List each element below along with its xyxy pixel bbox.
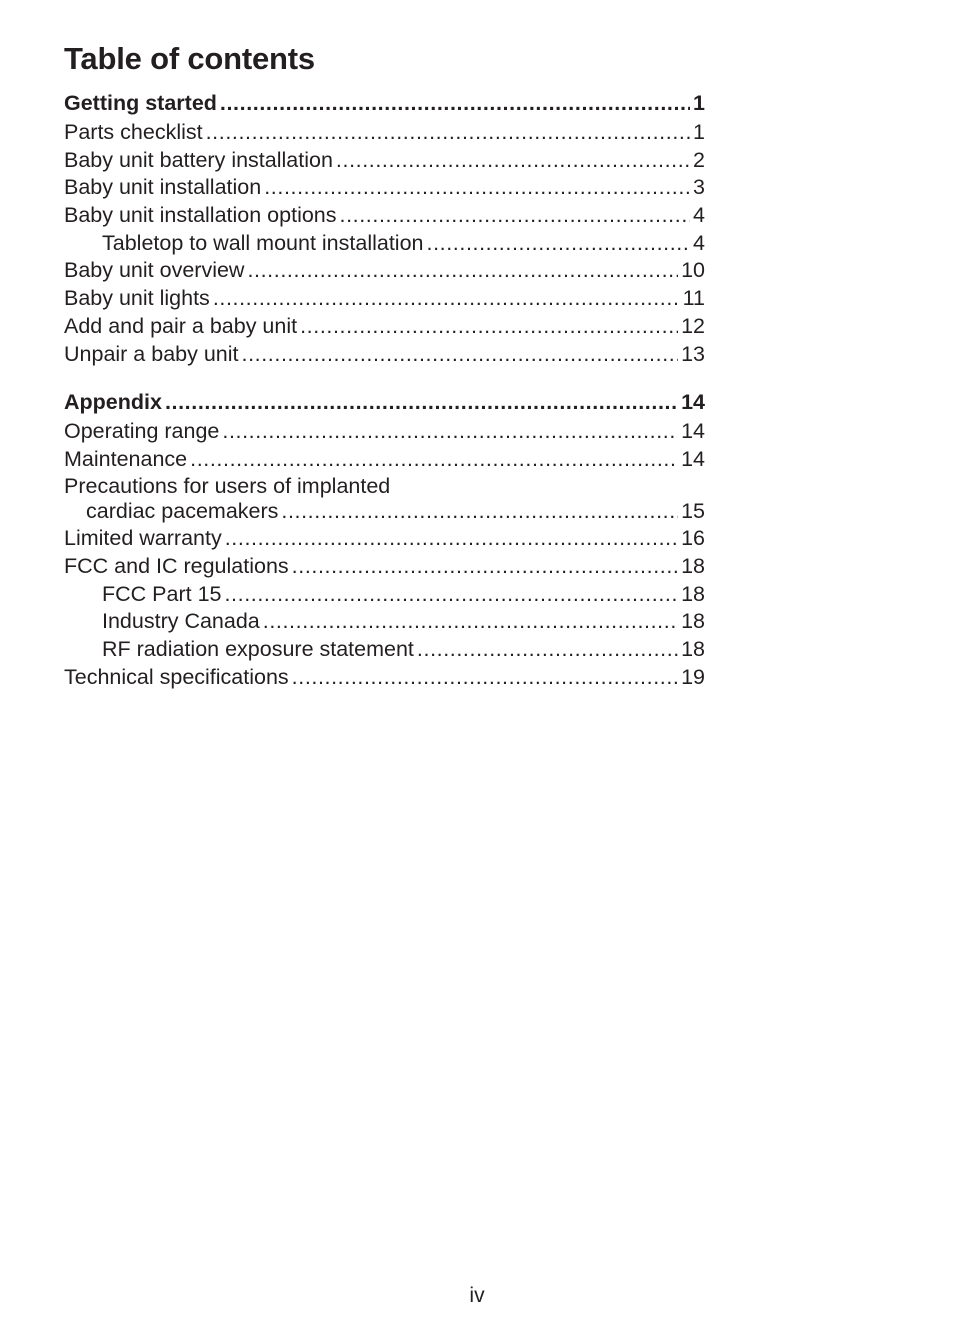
table-of-contents [64,88,705,691]
toc-entry-label: Technical specifications [64,664,289,689]
toc-entry-battery-installation[interactable] [64,147,705,175]
dot-leader [263,608,678,636]
dot-leader [340,202,691,230]
toc-page-number: 14 [681,419,705,444]
dot-leader [165,387,678,417]
toc-entry-label: FCC Part 15 [102,581,222,606]
toc-page-number: 15 [681,498,705,523]
dot-leader [336,147,690,175]
toc-entry-technical-specifications[interactable] [64,664,705,692]
toc-section-label: Appendix [64,390,162,415]
toc-page-number: 14 [681,390,705,415]
toc-page-number: 4 [693,203,705,228]
dot-leader [427,230,691,258]
dot-leader [220,88,690,118]
toc-entry-unpair-baby-unit[interactable] [64,341,705,369]
dot-leader [213,285,680,313]
toc-entry-label: Limited warranty [64,526,222,551]
toc-page-number: 10 [681,258,705,283]
toc-entry-baby-unit-overview[interactable] [64,257,705,285]
dot-leader [225,525,678,553]
toc-entry-baby-unit-lights[interactable] [64,285,705,313]
toc-entry-label: Unpair a baby unit [64,341,239,366]
toc-page-number: 18 [681,581,705,606]
dot-leader [300,313,678,341]
toc-entry-label: Operating range [64,419,220,444]
dot-leader [281,498,678,526]
toc-section-getting-started[interactable] [64,88,705,118]
toc-page-number: 4 [693,230,705,255]
toc-entry-fcc-part-15[interactable] [64,581,705,609]
toc-entry-tabletop-wall-mount[interactable] [64,230,705,258]
dot-leader [242,341,679,369]
toc-entry-label: Parts checklist [64,120,203,144]
toc-entry-installation-options[interactable] [64,202,705,230]
toc-page-number: 18 [681,609,705,634]
dot-leader [292,553,678,581]
toc-page-number: 14 [681,446,705,471]
toc-page-number: 11 [682,286,705,311]
toc-page-number: 2 [693,147,705,172]
toc-entry-pacemaker-precautions-line1[interactable] [64,474,705,498]
toc-entry-limited-warranty[interactable] [64,525,705,553]
toc-entry-label: Baby unit battery installation [64,147,333,172]
toc-entry-parts-checklist[interactable] [64,119,705,147]
dot-leader [417,636,678,664]
toc-page-number: 18 [681,553,705,578]
toc-section-appendix[interactable] [64,387,705,417]
toc-entry-label: Baby unit overview [64,258,245,283]
toc-entry-label: Baby unit installation options [64,203,337,228]
toc-page-number: 18 [681,637,705,661]
dot-leader [206,119,690,147]
page-number: iv [469,1284,485,1307]
toc-entry-label: Baby unit installation [64,175,262,200]
toc-entry-label: Baby unit lights [64,286,210,311]
toc-entry-industry-canada[interactable] [64,608,705,636]
toc-entry-label: Precautions for users of implanted [64,473,391,498]
toc-entry-maintenance[interactable] [64,446,705,474]
toc-page-number: 13 [681,341,705,366]
toc-entry-label-continued: cardiac pacemakers [86,498,279,523]
toc-page-number: 16 [681,526,705,551]
dot-leader [247,257,678,285]
toc-page-number: 12 [681,313,705,338]
toc-entry-label: Maintenance [64,446,188,471]
toc-page-number: 1 [693,91,705,115]
toc-entry-fcc-ic-regulations[interactable] [64,553,705,581]
dot-leader [264,174,690,202]
toc-entry-label: Tabletop to wall mount installation [102,230,424,255]
toc-page-number: 19 [681,664,705,689]
toc-entry-operating-range[interactable] [64,418,705,446]
dot-leader [292,664,678,692]
toc-page-number: 3 [693,175,705,200]
dot-leader [222,418,678,446]
toc-entry-label: Add and pair a baby unit [64,313,298,338]
page-title: Table of contents [64,41,315,76]
toc-entry-label: FCC and IC regulations [64,553,289,578]
dot-leader [190,446,678,474]
dot-leader [224,581,678,609]
toc-entry-baby-unit-installation[interactable] [64,174,705,202]
toc-section-label: Getting started [64,91,217,115]
toc-entry-rf-radiation-exposure[interactable] [64,636,705,664]
toc-entry-pacemaker-precautions-line2[interactable] [64,498,705,526]
toc-entry-label: RF radiation exposure statement [102,637,414,661]
toc-entry-label: Industry Canada [102,609,260,634]
toc-page-number: 1 [693,120,705,144]
toc-entry-add-pair-baby-unit[interactable] [64,313,705,341]
